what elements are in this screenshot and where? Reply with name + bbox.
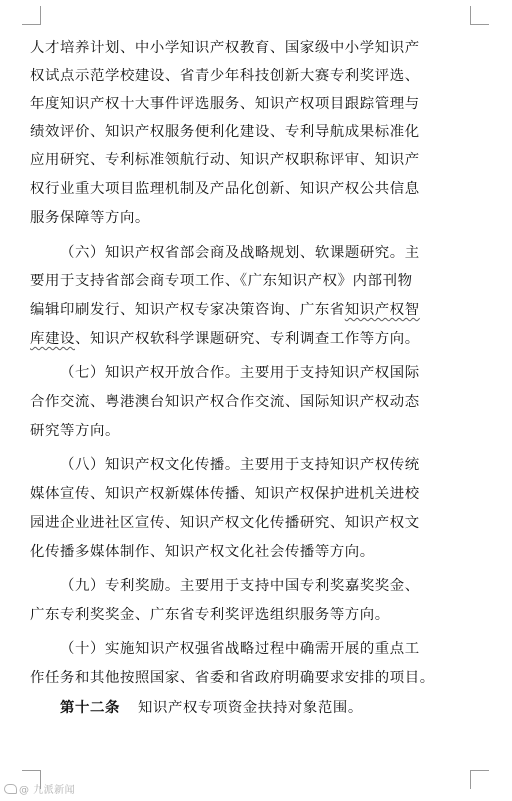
text-line: 服务保障等方向。 [30,210,150,226]
article-number: 第十二条 [60,700,120,716]
text-segment: 、知识产权软科学课题研究、专利调查工作等方向。 [74,331,420,347]
text-line: 园进企业进社区宣传、知识产权文化传播研究、知识产权文 [30,515,420,531]
text-line: 作任务和其他按照国家、省委和省政府明确要求安排的项目。 [30,670,435,686]
spellcheck-flagged-text: 知识产权智 [344,302,420,318]
text-line: 权行业重大项目监理机制及产品化创新、知识产权公共信息 [30,181,420,197]
spellcheck-flagged-text: 库建设 [30,331,75,347]
text-line: 应用研究、专利标准领航行动、知识产权职称评审、知识产 [30,152,420,168]
text-line: （六）知识产权省部会商及战略规划、软课题研究。主 [60,245,420,261]
crop-mark-bottom-right [470,770,489,789]
text-line [30,300,490,320]
text-line: （九）专利奖励。主要用于支持中国专利奖嘉奖奖金、 [60,578,420,594]
article-heading [60,698,490,718]
text-line: （七）知识产权开放合作。主要用于支持知识产权国际 [60,365,420,381]
text-line: 年度知识产权十大事件评选服务、知识产权项目跟踪管理与 [30,96,420,112]
crop-mark-top-right [470,6,489,25]
article-title: 知识产权专项资金扶持对象范围。 [137,700,363,716]
text-line: （八）知识产权文化传播。主要用于支持知识产权传统 [60,457,420,473]
crop-mark-top-left [22,6,41,25]
watermark [4,781,75,796]
watermark-logo-icon [4,784,17,794]
text-line: 合作交流、粤港澳台知识产权合作交流、国际知识产权动态 [30,394,420,410]
text-line: 绩效评价、知识产权服务便利化建设、专利导航成果标准化 [30,124,420,140]
text-line: 人才培养计划、中小学知识产权教育、国家级中小学知识产 [30,40,420,56]
text-line: 研究等方向。 [30,423,120,439]
text-line: 媒体宣传、知识产权新媒体传播、知识产权保护进机关进校 [30,486,420,502]
text-line: 要用于支持省部会商专项工作、《广东知识产权》内部刊物 [30,273,413,289]
text-line: （十）实施知识产权强省战略过程中确需开展的重点工 [60,641,420,657]
text-segment: 编辑印刷发行、知识产权专家决策咨询、广东省 [30,302,345,318]
text-line [30,329,490,349]
text-line: 广东专利奖奖金、广东省专利奖评选组织服务等方向。 [30,607,390,623]
watermark-text: @ 九派新闻 [19,785,76,796]
text-line: 权试点示范学校建设、省青少年科技创新大赛专利奖评选、 [30,68,420,84]
text-line: 化传播多媒体制作、知识产权文化社会传播等方向。 [30,544,375,560]
